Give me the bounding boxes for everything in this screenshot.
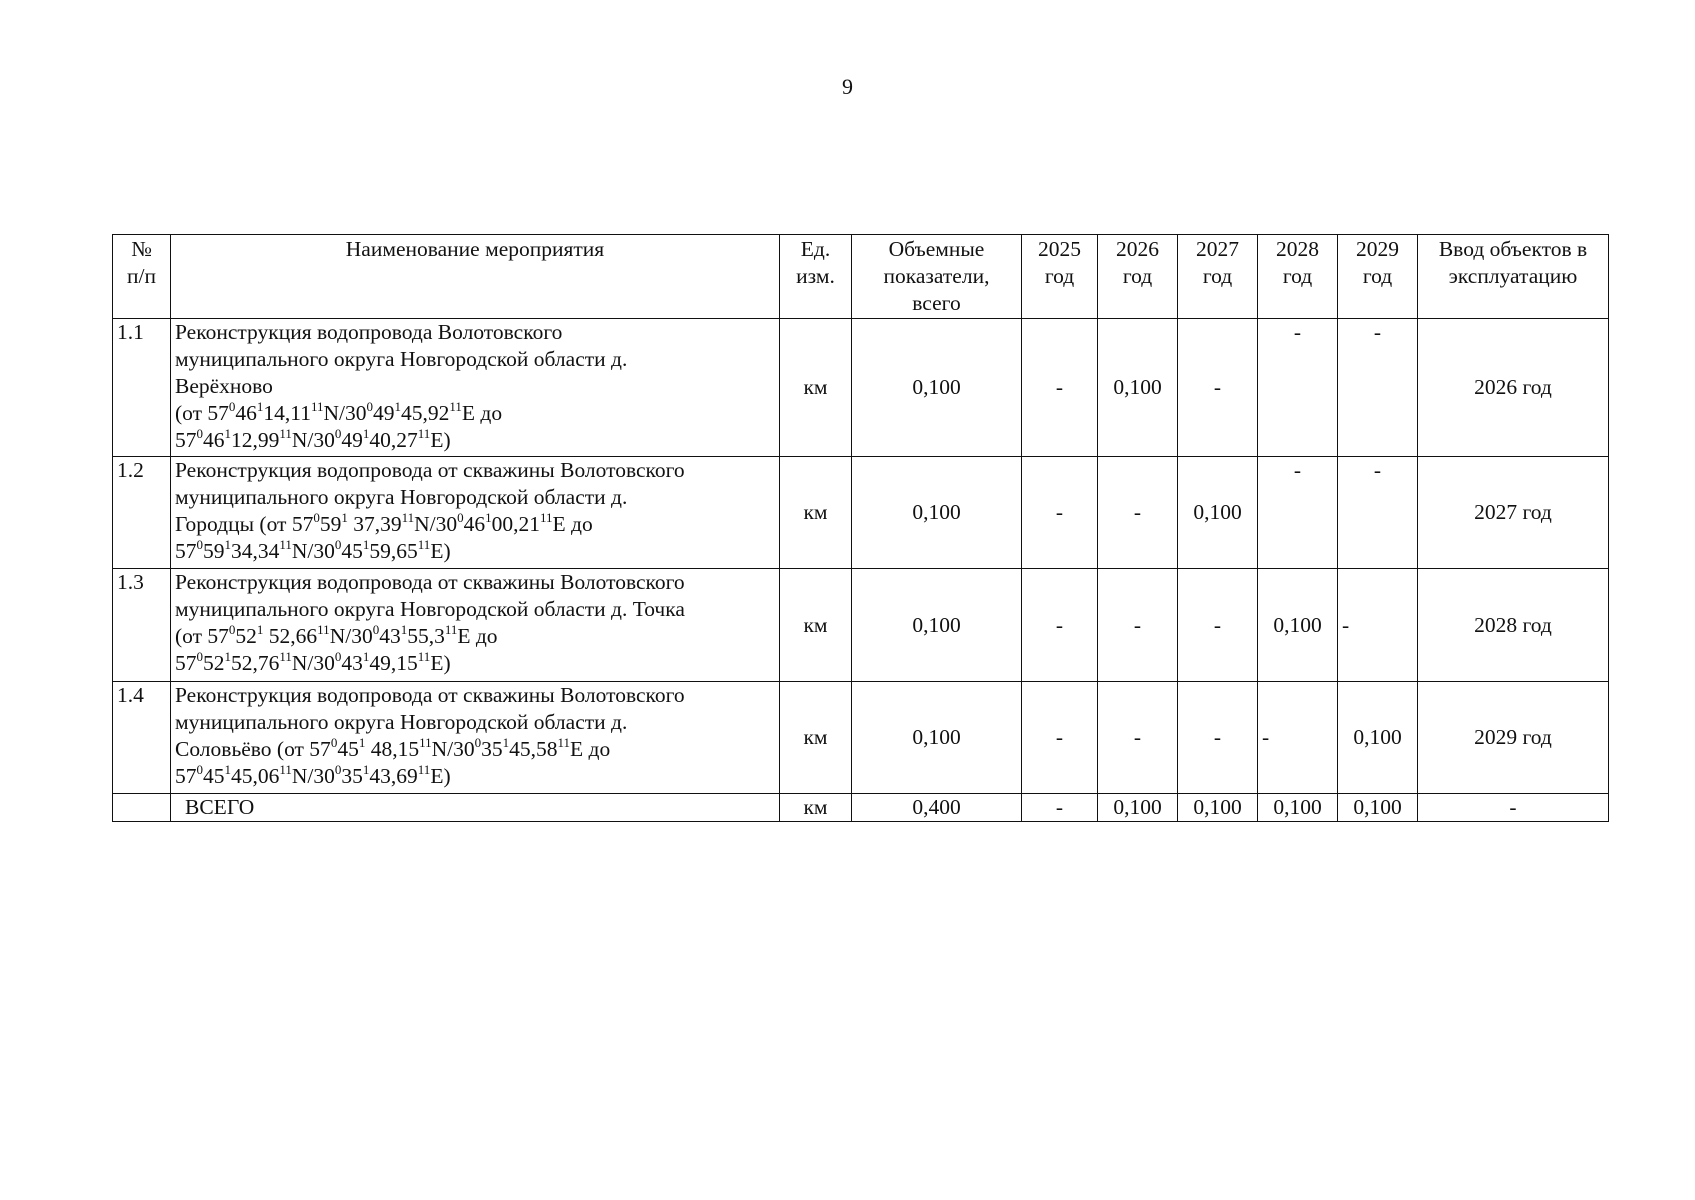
name-line: $57^059^134,34^{11}N/30^045^159,65^{11}E$) bbox=[175, 537, 451, 563]
row-volume: 0,100 bbox=[852, 682, 1022, 794]
row-2027: - bbox=[1178, 569, 1258, 682]
row-volume: 0,100 bbox=[852, 569, 1022, 682]
row-2027: 0,100 bbox=[1178, 457, 1258, 569]
name-line: Городцы (от $57^059^1$ $37,39^{11}N/30^046^100,21^{11}E$ до bbox=[175, 510, 593, 536]
name-line: Реконструкция водопровода Волотовского bbox=[175, 320, 563, 344]
table-row bbox=[113, 319, 1609, 457]
row-2028: - bbox=[1258, 682, 1338, 794]
header-volume: Объемные показатели, всего bbox=[852, 235, 1022, 319]
table-header-row bbox=[113, 235, 1609, 319]
header-unit: Ед. изм. bbox=[780, 235, 852, 319]
row-2025: - bbox=[1022, 682, 1098, 794]
name-line: $57^045^145,06^{11}N/30^035^143,69^{11}E$) bbox=[175, 762, 451, 788]
header-2027: 2027 год bbox=[1178, 235, 1258, 319]
total-commission: - bbox=[1418, 794, 1609, 822]
row-commission: 2028 год bbox=[1418, 569, 1609, 682]
row-num: 1.3 bbox=[113, 569, 171, 682]
row-2028: - bbox=[1258, 457, 1338, 569]
name-line: муниципального округа Новгородской области д. bbox=[175, 347, 628, 371]
row-num: 1.2 bbox=[113, 457, 171, 569]
name-line: $57^046^112,99^{11}N/30^049^140,27^{11}E$) bbox=[175, 426, 451, 452]
name-line: Соловьёво (от $57^045^1$ $48,15^{11}N/30^035^145,58^{11}E$ до bbox=[175, 735, 611, 761]
measures-table bbox=[112, 234, 1609, 822]
table-row bbox=[113, 682, 1609, 794]
row-name bbox=[171, 569, 780, 682]
total-2029: 0,100 bbox=[1338, 794, 1418, 822]
page-number: 9 bbox=[842, 74, 853, 99]
table-total-row bbox=[113, 794, 1609, 822]
row-commission: 2026 год bbox=[1418, 319, 1609, 457]
header-name: Наименование мероприятия bbox=[171, 235, 780, 319]
row-2026: 0,100 bbox=[1098, 319, 1178, 457]
header-commission: Ввод объектов в эксплуатацию bbox=[1418, 235, 1609, 319]
total-unit: км bbox=[780, 794, 852, 822]
row-2026: - bbox=[1098, 569, 1178, 682]
header-2029: 2029 год bbox=[1338, 235, 1418, 319]
row-unit: км bbox=[780, 569, 852, 682]
total-2027: 0,100 bbox=[1178, 794, 1258, 822]
total-volume: 0,400 bbox=[852, 794, 1022, 822]
name-line: (от $57^052^1$ $52,66^{11}N/30^043^155,3^{11}E$ до bbox=[175, 622, 498, 648]
row-2028: - bbox=[1258, 319, 1338, 457]
total-num bbox=[113, 794, 171, 822]
header-num: № п/п bbox=[113, 235, 171, 319]
row-2029: - bbox=[1338, 319, 1418, 457]
total-2025: - bbox=[1022, 794, 1098, 822]
row-commission: 2027 год bbox=[1418, 457, 1609, 569]
name-line: муниципального округа Новгородской области д. Точка bbox=[175, 597, 685, 621]
row-unit: км bbox=[780, 682, 852, 794]
total-label: ВСЕГО bbox=[171, 794, 780, 822]
row-num: 1.1 bbox=[113, 319, 171, 457]
name-line: Верёхново bbox=[175, 374, 273, 398]
header-2025: 2025 год bbox=[1022, 235, 1098, 319]
row-2025: - bbox=[1022, 319, 1098, 457]
total-2026: 0,100 bbox=[1098, 794, 1178, 822]
row-volume: 0,100 bbox=[852, 457, 1022, 569]
row-volume: 0,100 bbox=[852, 319, 1022, 457]
row-name bbox=[171, 457, 780, 569]
header-2028: 2028 год bbox=[1258, 235, 1338, 319]
row-2026: - bbox=[1098, 682, 1178, 794]
row-2028: 0,100 bbox=[1258, 569, 1338, 682]
table-row bbox=[113, 569, 1609, 682]
name-line: (от $57^046^114,11^{11}N/30^049^145,92^{11}E$ до bbox=[175, 399, 503, 425]
total-2028: 0,100 bbox=[1258, 794, 1338, 822]
row-2025: - bbox=[1022, 457, 1098, 569]
row-name bbox=[171, 682, 780, 794]
header-2026: 2026 год bbox=[1098, 235, 1178, 319]
name-line: Реконструкция водопровода от скважины Волотовского bbox=[175, 683, 685, 707]
row-unit: км bbox=[780, 457, 852, 569]
row-2027: - bbox=[1178, 319, 1258, 457]
name-line: муниципального округа Новгородской области д. bbox=[175, 485, 628, 509]
table-row bbox=[113, 457, 1609, 569]
name-line: муниципального округа Новгородской области д. bbox=[175, 710, 628, 734]
row-2027: - bbox=[1178, 682, 1258, 794]
row-2025: - bbox=[1022, 569, 1098, 682]
row-name bbox=[171, 319, 780, 457]
row-2026: - bbox=[1098, 457, 1178, 569]
row-unit: км bbox=[780, 319, 852, 457]
name-line: Реконструкция водопровода от скважины Волотовского bbox=[175, 458, 685, 482]
row-2029: - bbox=[1338, 457, 1418, 569]
name-line: $57^052^152,76^{11}N/30^043^149,15^{11}E$) bbox=[175, 649, 451, 675]
row-2029: - bbox=[1338, 569, 1418, 682]
row-commission: 2029 год bbox=[1418, 682, 1609, 794]
row-num: 1.4 bbox=[113, 682, 171, 794]
row-2029: 0,100 bbox=[1338, 682, 1418, 794]
name-line: Реконструкция водопровода от скважины Волотовского bbox=[175, 570, 685, 594]
